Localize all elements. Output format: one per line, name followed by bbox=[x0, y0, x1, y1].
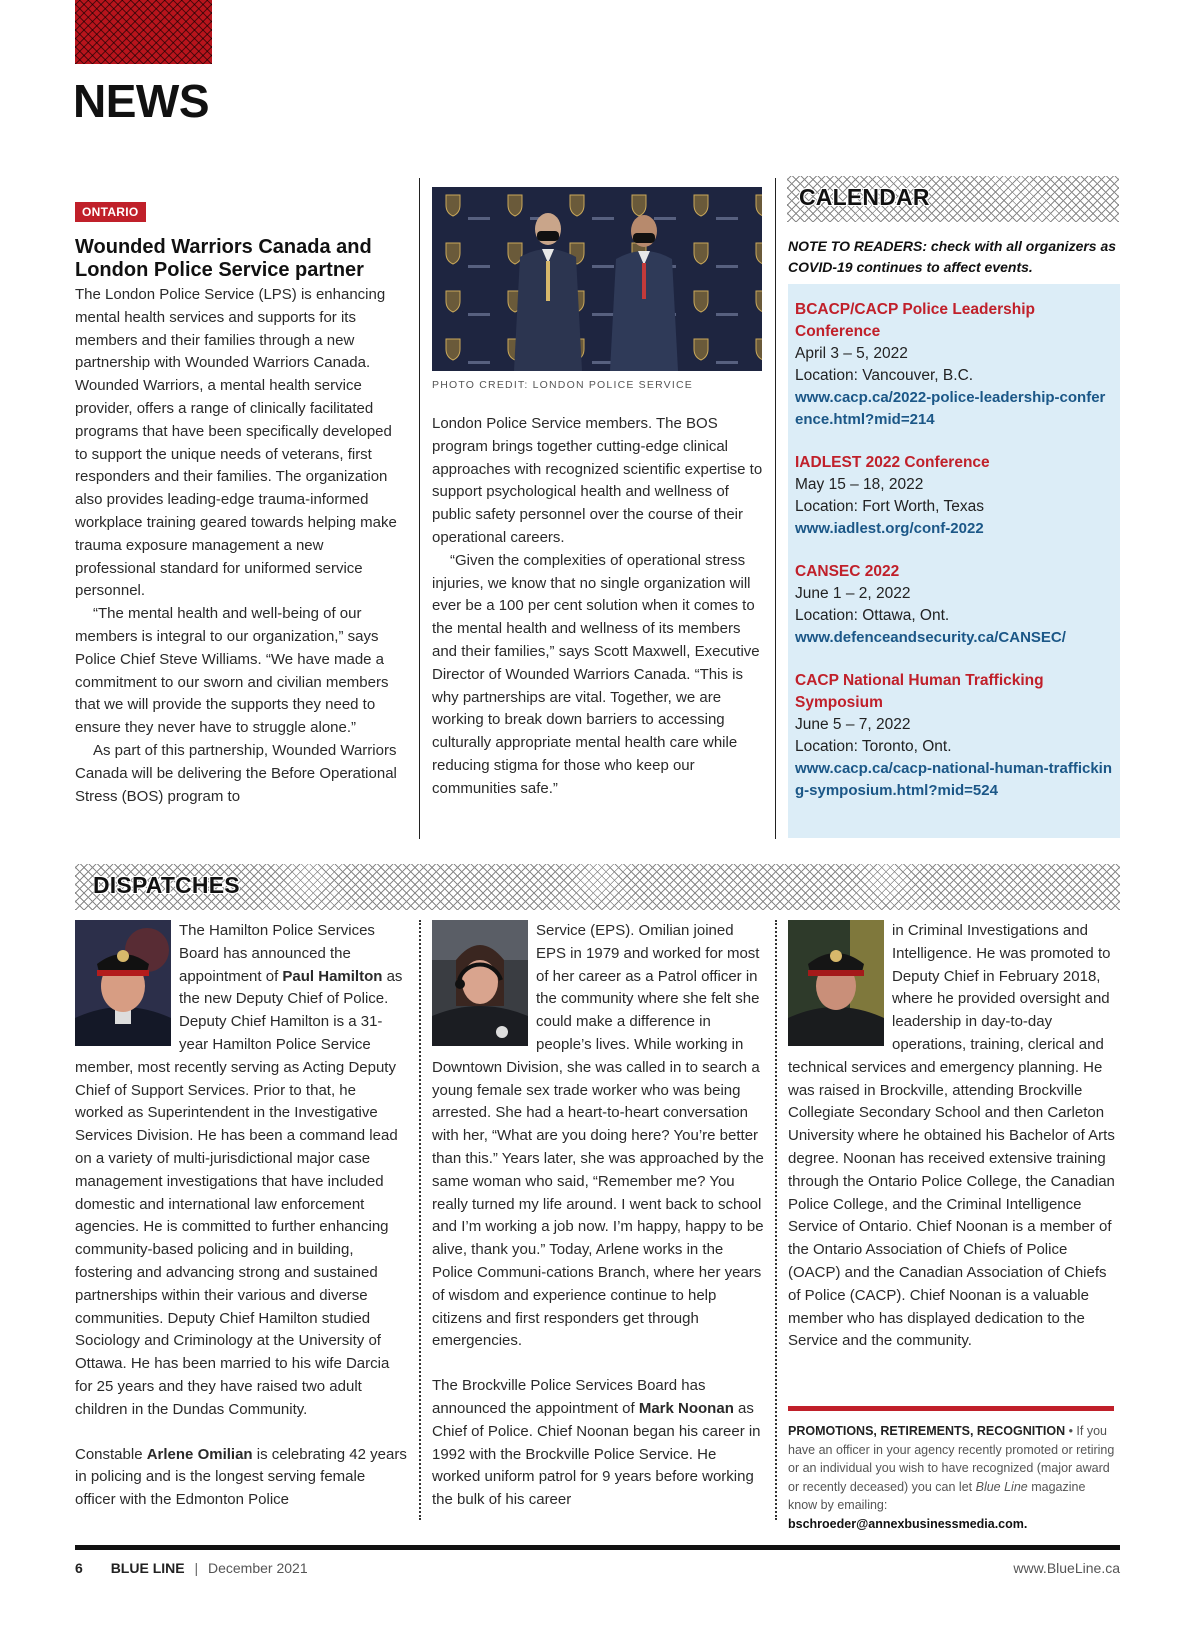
event-location: Location: Fort Worth, Texas bbox=[795, 498, 984, 515]
event-location: Location: Vancouver, B.C. bbox=[795, 367, 974, 384]
dispatch-text: as Chief of Police. Chief Noonan began his career in 1992 with the Brockville Police Service. He worked uniform patrol for 9 years before working the bulk of his career bbox=[432, 1399, 761, 1509]
article-headline: Wounded Warriors Canada and London Police Service partner bbox=[75, 236, 372, 281]
event-name: BCACP/CACP Police Leadership Conference bbox=[795, 301, 1036, 340]
mark-noonan-photo bbox=[788, 920, 884, 1046]
dispatch-text: is celebrating 42 years in policing and is the longest serving female officer with the Edmonton Police bbox=[75, 1445, 407, 1509]
calendar-title: CALENDAR bbox=[799, 184, 930, 210]
event-dates: June 5 – 7, 2022 bbox=[795, 716, 911, 733]
article-column-1 bbox=[75, 202, 407, 808]
footer-left bbox=[75, 1560, 308, 1576]
dispatch-text: Service (EPS). Omilian joined EPS in 1979 and worked for most of her career as a Patrol officer in the community where she felt she could make a difference in people’s lives. While working in Downtown Division, she was called in to search a young female sex trade worker who was being arrested. She had a heart-to-heart conversation with her, “What are you doing here? You’re better than this.” Years later, she was approached by the same woman who said, “Remember me? You really turned my life around. I went back to school and I’m working a job now. I’m happy, happy to be alive, thank you.” Today, Arlene works in the Police Communi-cations Branch, where her years of wisdom and experience continue to help citizens and first responders get through emergencies. bbox=[432, 922, 764, 1350]
event-link[interactable]: www.defenceandsecurity.ca/CANSEC/ bbox=[795, 629, 1066, 646]
paul-hamilton-photo bbox=[75, 920, 171, 1046]
event-name: CACP National Human Trafficking Symposium bbox=[795, 672, 1044, 711]
calendar-header-bar bbox=[787, 176, 1119, 222]
dispatch-text: in Criminal Investigations and Intelligence. He was promoted to Deputy Chief in February 2018, where he provided oversight and leadership in day-to-day operations, training, clerical and technical services and emergency planning. He was raised in Brockville, attending Brockville Collegiate Secondary School and then Carleton University where he obtained his Bachelor of Arts degree. Noonan has received extensive training through the Ontario Police College, the Canadian Police College, and the Criminal Intelligence Service of Ontario. Chief Noonan is a member of the Ontario Association of Chiefs of Police (OACP) and the Canadian Association of Chiefs of Police (CACP). Chief Noonan is a valuable member who has displayed dedication to the Service and the community. bbox=[788, 922, 1115, 1350]
column-divider bbox=[419, 920, 421, 1520]
calendar-event bbox=[795, 670, 1113, 802]
footer-issue-date: December 2021 bbox=[208, 1560, 308, 1576]
calendar-box bbox=[788, 284, 1120, 838]
promo-label: PROMOTIONS, RETIREMENTS, RECOGNITION bbox=[788, 1424, 1066, 1438]
promo-bullet: • bbox=[1065, 1424, 1077, 1438]
dispatch-text: as the new Deputy Chief of Police. Deputy Chief Hamilton is a 31-year Hamilton Police Service member, most recently serving as Acting Deputy Chief of Support Services. Prior to that, he worked as Superintendent in the Investigative Services Division. He has been a command lead on a variety of multi-jurisdictional major case management investigations that have included domestic and international law enforcement agencies. He is committed to further enhancing community-based policing and in building, fostering and advancing strong and sustained partnerships within their various and diverse communities. Deputy Chief Hamilton studied Sociology and Criminology at the University of Ottawa. He has been married to his wife Darcia for 25 years and they have raised two adult children in the Dundas Community. bbox=[75, 967, 403, 1418]
column-divider bbox=[775, 178, 776, 839]
article-paragraph: “Given the complexities of operational stress injuries, we know that no single organization will ever be a 100 per cent solution when it comes to the mental health and wellness of its members and their families,” says Scott Maxwell, Executive Director of Wounded Warriors Canada. “This is why partnerships are vital. Together, we are working to break down barriers to accessing culturally appropriate mental health care while reducing stigma for those who keep our communities safe.” bbox=[432, 551, 760, 797]
officer-name: Mark Noonan bbox=[638, 1399, 734, 1417]
calendar-event bbox=[795, 299, 1113, 431]
article-paragraph: “The mental health and well-being of our members is integral to our organization,” says Police Chief Steve Williams. “We have made a commitment to our sworn and civilian members that we will provide the supports they need to ensure they never have to struggle alone.” bbox=[75, 605, 389, 737]
footer-website[interactable]: www.BlueLine.ca bbox=[1013, 1560, 1120, 1576]
section-title: NEWS bbox=[73, 75, 209, 127]
event-name: IADLEST 2022 Conference bbox=[795, 454, 990, 471]
article-paragraph: As part of this partnership, Wounded Warriors Canada will be delivering the Before Operational Stress (BOS) program to bbox=[75, 741, 397, 805]
event-dates: May 15 – 18, 2022 bbox=[795, 476, 924, 493]
event-link[interactable]: www.iadlest.org/conf-2022 bbox=[795, 520, 984, 537]
magazine-name-inline: Blue Line bbox=[975, 1479, 1028, 1494]
article-paragraph: The London Police Service (LPS) is enhancing mental health services and supports for its members and their families through a new partnership with Wounded Warriors Canada. Wounded Warriors, a mental health service provider, offers a range of clinically facilitated programs that have been specifically developed to support the unique needs of veterans, first responders and their families. The organization also provides leading-edge trauma-informed workplace training geared towards helping make trauma exposure management a new professional standard for uniformed service personnel. bbox=[75, 286, 397, 600]
dispatch-text: The Brockville Police Services Board has announced the appointment of bbox=[432, 1377, 706, 1417]
article-column-2 bbox=[432, 187, 764, 801]
dispatches-column-3 bbox=[788, 920, 1120, 1353]
calendar-event bbox=[795, 452, 1113, 540]
column-divider bbox=[775, 920, 777, 1520]
promo-email[interactable]: bschroeder@annexbusinessmedia.com. bbox=[788, 1516, 1028, 1531]
promo-box bbox=[788, 1422, 1118, 1533]
dispatches-header-bar bbox=[75, 864, 1120, 910]
promo-red-rule bbox=[788, 1406, 1114, 1411]
dispatches-column-1 bbox=[75, 920, 407, 1512]
event-link[interactable]: www.cacp.ca/2022-police-leadership-conference.html?mid=214 bbox=[795, 389, 1106, 428]
event-location: Location: Toronto, Ont. bbox=[795, 738, 952, 755]
promo-text: magazine know by emailing: bbox=[788, 1479, 1086, 1512]
dispatches-title: DISPATCHES bbox=[93, 872, 240, 898]
event-name: CANSEC 2022 bbox=[795, 563, 900, 580]
calendar-note: NOTE TO READERS: check with all organizers as COVID-19 continues to affect events. bbox=[788, 238, 1117, 275]
footer-magazine-name: BLUE LINE bbox=[110, 1560, 185, 1576]
article-paragraph: London Police Service members. The BOS program brings together cutting-edge clinical approaches with recognized scientific expertise to support psychological health and wellness of public safety personnel over the course of their operational careers. bbox=[432, 415, 763, 546]
promo-text: If you have an officer in your agency recently promoted or retiring or an individual you wish to have recognized (major award or recently deceased) you can let bbox=[788, 1424, 1115, 1494]
dispatch-text: Constable bbox=[75, 1445, 147, 1463]
event-dates: June 1 – 2, 2022 bbox=[795, 585, 911, 602]
dispatches-column-2 bbox=[432, 920, 764, 1512]
calendar-event bbox=[795, 561, 1113, 649]
arlene-omilian-photo bbox=[432, 920, 528, 1046]
event-dates: April 3 – 5, 2022 bbox=[795, 345, 908, 362]
press-photo-illustration bbox=[432, 187, 762, 371]
event-link[interactable]: www.cacp.ca/cacp-national-human-trafficking-symposium.html?mid=524 bbox=[795, 760, 1113, 799]
region-tag: ONTARIO bbox=[75, 202, 146, 222]
event-location: Location: Ottawa, Ont. bbox=[795, 607, 950, 624]
header-pattern-block bbox=[75, 0, 212, 64]
footer-rule bbox=[75, 1545, 1120, 1550]
column-divider bbox=[419, 178, 420, 839]
dispatch-text: The Hamilton Police Services Board has announced the appointment of bbox=[179, 922, 375, 985]
page-number: 6 bbox=[75, 1560, 83, 1576]
officer-name: Arlene Omilian bbox=[146, 1445, 253, 1463]
footer-separator: | bbox=[194, 1560, 199, 1576]
photo-credit: PHOTO CREDIT: LONDON POLICE SERVICE bbox=[432, 379, 693, 391]
article-photo bbox=[432, 187, 762, 371]
officer-name: Paul Hamilton bbox=[282, 967, 383, 985]
